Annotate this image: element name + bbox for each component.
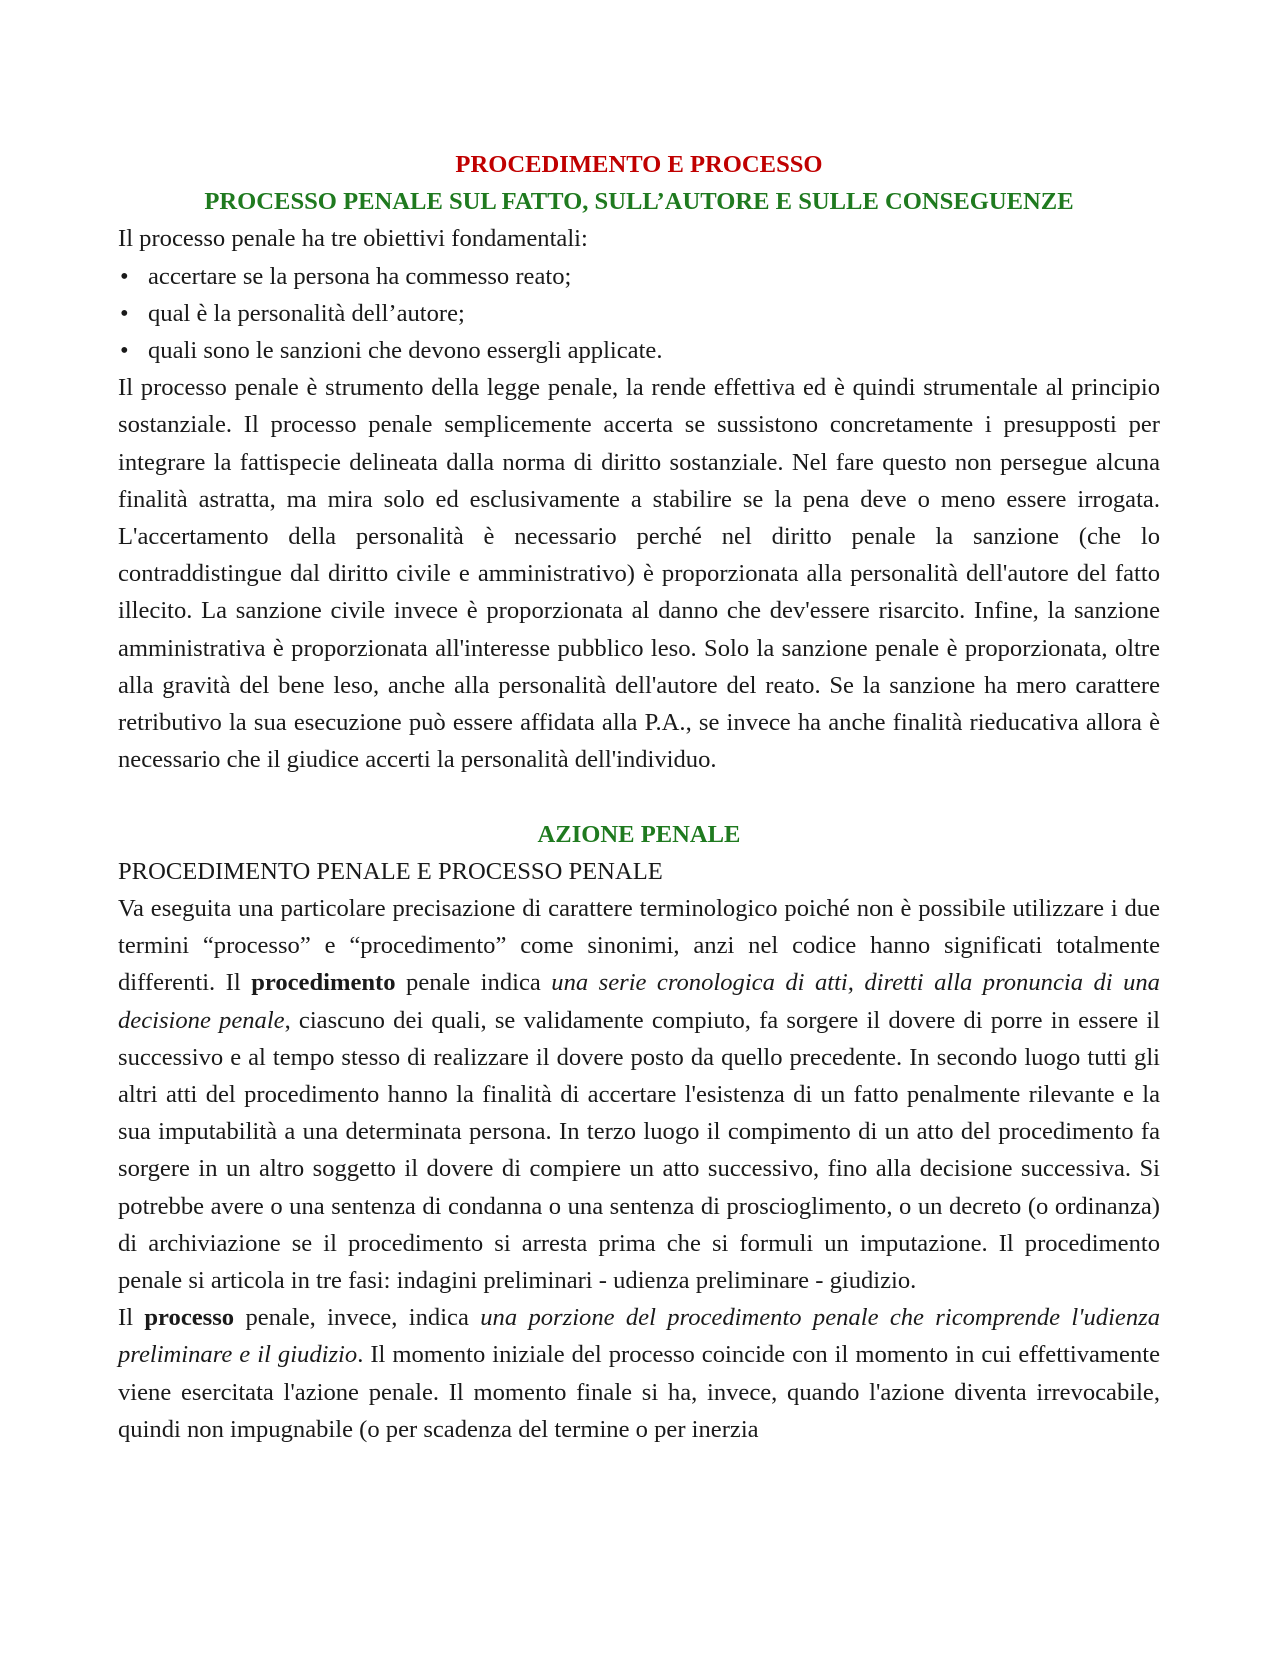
definition-procedimento: una serie cronologica di atti, diretti alla pronuncia di una decisione penale bbox=[118, 969, 1160, 1034]
list-item-text: quali sono le sanzioni che devono essergli applicate. bbox=[148, 337, 663, 365]
text-run: penale indica bbox=[395, 969, 552, 997]
text-run: Il bbox=[118, 1304, 145, 1332]
text-run: . Il momento iniziale del processo coincide con il momento in cui effettivamente viene esercitata l'azione penale. Il momento finale si ha, invece, quando l'azione diventa irrevocabile, quindi non impugnabile (o per scadenza del termine o per inerzia bbox=[118, 1341, 1161, 1443]
text-run: , ciascuno dei quali, se validamente compiuto, fa sorgere il dovere di porre in essere il successivo e al tempo stesso di realizzare il dovere posto da quello precedente. In secondo luogo tutti gli altri atti del procedimento hanno la finalità di accertare l'esistenza di un fatto penalmente rilevante e la sua imputabilità a una determinata persona. In terzo luogo il compimento di un atto del procedimento fa sorgere in un altro soggetto il dovere di compiere un atto successivo, fino alla decisione successiva. Si potrebbe avere o una sentenza di condanna o una sentenza di proscioglimento, o un decreto (o ordinanza) di archiviazione se il procedimento si arresta prima che si formuli un imputazione. Il procedimento penale si articola in tre fasi: indagini preliminari - udienza preliminare - giudizio. bbox=[118, 1006, 1160, 1295]
section-title-azione-penale: AZIONE PENALE bbox=[537, 820, 741, 848]
objectives-list bbox=[118, 258, 1160, 370]
spacer bbox=[118, 778, 1160, 815]
term-processo: processo bbox=[144, 1304, 235, 1332]
body-paragraph: Il processo penale è strumento della legge penale, la rende effettiva ed è quindi strumentale al principio sostanziale. Il processo penale semplicemente accerta se sussistono concretamente i presupposti per integrare la fattispecie delineata dalla norma di diritto sostanziale. Nel fare questo non persegue alcuna finalità astratta, ma mira solo ed esclusivamente a stabilire se la pena deve o meno essere irrogata. L'accertamento della personalità è necessario perché nel diritto penale la sanzione (che lo contraddistingue dal diritto civile e amministrativo) è proporzionata alla personalità dell'autore del fatto illecito. La sanzione civile invece è proporzionata al danno che dev'essere risarcito. Infine, la sanzione amministrativa è proporzionata all'interesse pubblico leso. Solo la sanzione penale è proporzionata, oltre alla gravità del bene leso, anche alla personalità dell'autore del reato. Se la sanzione ha mero carattere retributivo la sua esecuzione può essere affidata alla P.A., se invece ha anche finalità rieducativa allora è necessario che il giudice accerti la personalità dell'individuo. bbox=[118, 374, 1160, 774]
list-item-text: qual è la personalità dell’autore; bbox=[148, 299, 465, 327]
text-run: penale, invece, indica bbox=[234, 1304, 481, 1332]
bullet-icon: • bbox=[120, 337, 129, 365]
list-item bbox=[118, 332, 1160, 369]
list-item bbox=[118, 295, 1160, 332]
list-item bbox=[118, 258, 1160, 295]
bullet-icon: • bbox=[120, 299, 129, 327]
main-title: PROCEDIMENTO E PROCESSO bbox=[455, 151, 823, 178]
section-subtitle: PROCESSO PENALE SUL FATTO, SULL’AUTORE E SULLE CONSEGUENZE bbox=[204, 188, 1074, 216]
body-paragraph-procedimento bbox=[118, 890, 1160, 1299]
body-paragraph-processo bbox=[118, 1299, 1160, 1448]
intro-text: Il processo penale ha tre obiettivi fondamentali: bbox=[118, 225, 588, 253]
term-procedimento: procedimento bbox=[251, 969, 396, 997]
document-page bbox=[118, 146, 1160, 1448]
section-subheading: PROCEDIMENTO PENALE E PROCESSO PENALE bbox=[118, 857, 663, 885]
definition-processo: una porzione del procedimento penale che ricomprende l'udienza preliminare e il giudizio bbox=[118, 1304, 1160, 1369]
text-run: Va eseguita una particolare precisazione di carattere terminologico poiché non è possibile utilizzare i due termini “processo” e “procedimento” come sinonimi, anzi nel codice hanno significati totalmente differenti. Il bbox=[118, 895, 1160, 997]
list-item-text: accertare se la persona ha commesso reato; bbox=[148, 262, 572, 290]
bullet-icon: • bbox=[120, 262, 129, 290]
